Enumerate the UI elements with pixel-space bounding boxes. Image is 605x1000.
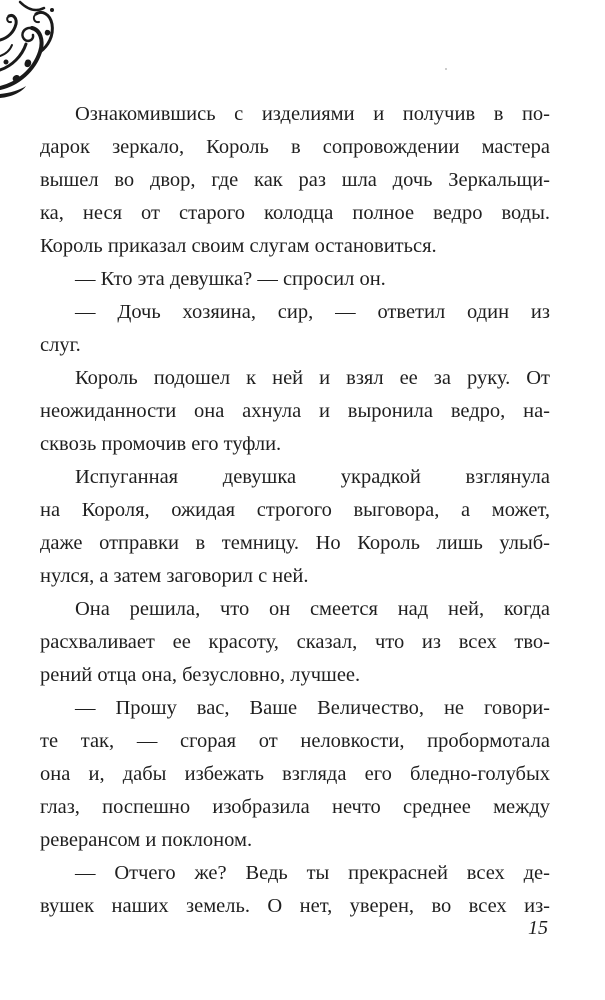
text-line: неожиданности она ахнула и выронила ведро, на- bbox=[40, 400, 550, 422]
text-line: она и, дабы избежать взгляда его бледно-голубых bbox=[40, 763, 550, 785]
paragraph bbox=[40, 296, 550, 362]
paragraph bbox=[40, 362, 550, 461]
text-line: Король приказал своим слугам остановиться. bbox=[40, 235, 437, 257]
text-line: слуг. bbox=[40, 334, 81, 356]
paragraph bbox=[40, 593, 550, 692]
text-line: расхваливает ее красоту, сказал, что из всех тво- bbox=[40, 631, 550, 653]
text-line: рений отца она, безусловно, лучшее. bbox=[40, 664, 361, 686]
text-line: дарок зеркало, Король в сопровождении мастера bbox=[40, 136, 550, 158]
paragraph bbox=[40, 692, 550, 857]
text-line: сквозь промочив его туфли. bbox=[40, 433, 282, 455]
text-line: — Отчего же? Ведь ты прекрасней всех де- bbox=[75, 862, 550, 884]
floral-ornament-icon bbox=[0, 0, 60, 100]
text-line: Ознакомившись с изделиями и получив в по- bbox=[75, 103, 550, 125]
text-line: реверансом и поклоном. bbox=[40, 829, 253, 851]
text-line: Испуганная девушка украдкой взглянула bbox=[75, 466, 550, 488]
text-line: нулся, а затем заговорил с ней. bbox=[40, 565, 309, 587]
text-line: — Дочь хозяина, сир, — ответил один из bbox=[75, 301, 550, 323]
text-line: те так, — сгорая от неловкости, пробормотала bbox=[40, 730, 550, 752]
text-line: глаз, поспешно изобразила нечто среднее между bbox=[40, 796, 550, 818]
paragraph bbox=[40, 461, 550, 593]
text-line: вушек наших земель. О нет, уверен, во всех из- bbox=[40, 895, 550, 917]
text-line: — Кто эта девушка? — спросил он. bbox=[75, 268, 386, 290]
text-line: даже отправки в темницу. Но Король лишь улыб- bbox=[40, 532, 550, 554]
page-number: 15 bbox=[528, 917, 548, 939]
text-line: Она решила, что он смеется над ней, когда bbox=[75, 598, 550, 620]
paper-speck bbox=[445, 68, 447, 70]
text-line: на Короля, ожидая строгого выговора, а может, bbox=[40, 499, 550, 521]
text-line: ка, неся от старого колодца полное ведро воды. bbox=[40, 202, 550, 224]
text-line: вышел во двор, где как раз шла дочь Зеркальщи- bbox=[40, 169, 550, 191]
body-text bbox=[40, 98, 550, 923]
paragraph bbox=[40, 263, 550, 296]
text-line: — Прошу вас, Ваше Величество, не говори- bbox=[75, 697, 550, 719]
paragraph bbox=[40, 98, 550, 263]
paragraph bbox=[40, 857, 550, 923]
text-line: Король подошел к ней и взял ее за руку. От bbox=[75, 367, 550, 389]
